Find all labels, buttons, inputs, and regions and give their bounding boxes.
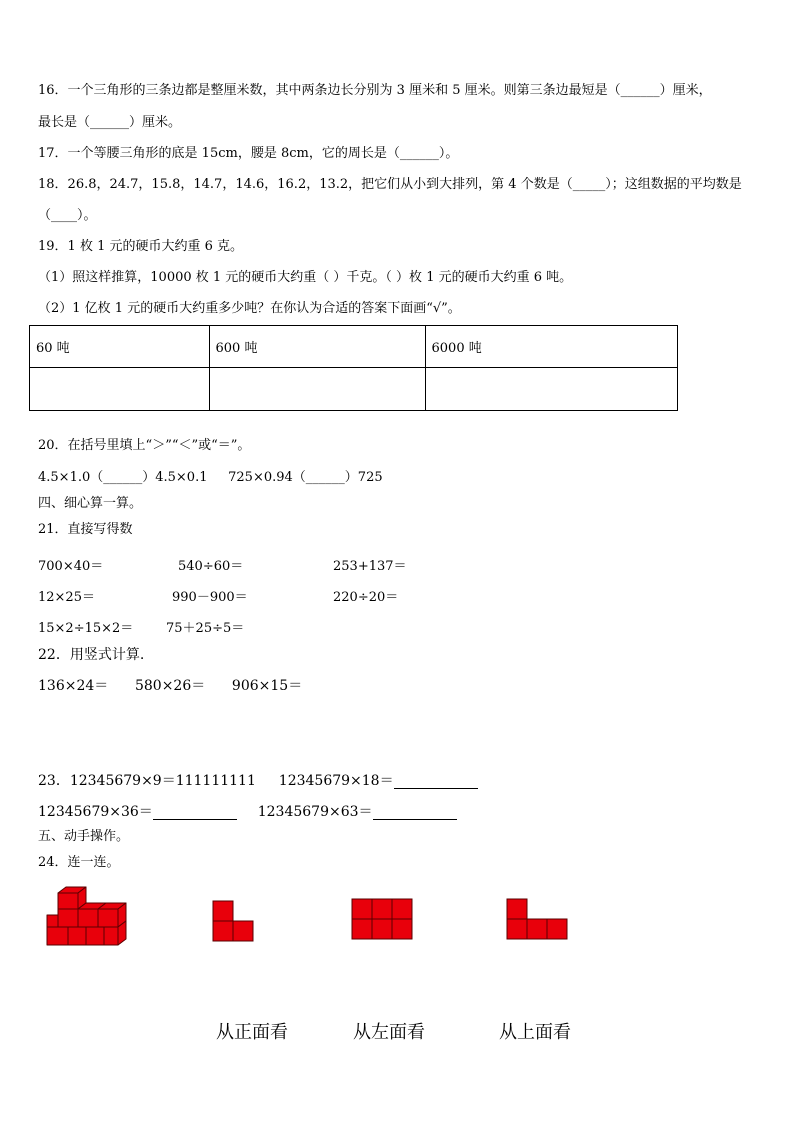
q22-stem: 22．用竖式计算. <box>38 647 145 663</box>
cube-solid-figure <box>44 885 128 949</box>
mark-cell-6000[interactable] <box>425 368 677 411</box>
q21-item: 15×2÷15×2＝ <box>38 621 134 636</box>
q21-stem: 21．直接写得数 <box>38 522 133 537</box>
view-label-front: 从正面看 <box>216 1022 288 1043</box>
answer-blank[interactable] <box>394 774 478 789</box>
q18-line2: （____）。 <box>38 208 97 223</box>
q16-line1: 16．一个三角形的三条边都是整厘米数，其中两条边长分别为 3 厘米和 5 厘米。则第三条边最短是（______）厘米， <box>38 83 712 98</box>
q20-items: 4.5×1.0（______）4.5×0.1 725×0.94（______）725 <box>38 470 383 485</box>
option-600: 600 吨 <box>209 326 425 368</box>
section-5-heading: 五、动手操作。 <box>38 829 130 844</box>
option-6000: 6000 吨 <box>425 326 677 368</box>
option-60: 60 吨 <box>30 326 210 368</box>
q19-part1: （1）照这样推算，10000 枚 1 元的硬币大约重（ ）千克。（ ）枚 1 元的硬币大约重 6 吨。 <box>38 270 573 285</box>
q21-item: 220÷20＝ <box>333 590 399 605</box>
view-label-top: 从上面看 <box>499 1022 571 1043</box>
q21-item: 12×25＝ <box>38 590 95 605</box>
mark-cell-60[interactable] <box>30 368 210 411</box>
q21-item: 253+137＝ <box>333 559 407 574</box>
q23-given: 23．12345679×9＝111111111 <box>38 773 256 789</box>
q21-item: 990－900＝ <box>172 590 248 605</box>
q19-answer-table <box>29 325 678 411</box>
q19-stem: 19．1 枚 1 元的硬币大约重 6 克。 <box>38 239 244 254</box>
q21-item: 75＋25÷5＝ <box>166 621 245 636</box>
q23-item-36: 12345679×36＝ <box>38 804 153 820</box>
q23-item-18: 12345679×18＝ <box>278 773 394 789</box>
answer-blank[interactable] <box>373 805 457 820</box>
q19-part2: （2）1 亿枚 1 元的硬币大约重多少吨？在你认为合适的答案下面画“√”。 <box>38 301 461 316</box>
mark-cell-600[interactable] <box>209 368 425 411</box>
q23-line2 <box>38 804 457 820</box>
view-grid-figure <box>351 898 413 940</box>
section-4-heading: 四、细心算一算。 <box>38 496 143 511</box>
q16-line2: 最长是（______）厘米。 <box>38 115 182 130</box>
q23-line1 <box>38 773 478 789</box>
q24-stem: 24．连一连。 <box>38 855 120 870</box>
view-label-left: 从左面看 <box>353 1022 425 1043</box>
q22-items: 136×24＝ 580×26＝ 906×15＝ <box>38 678 303 694</box>
answer-blank[interactable] <box>153 805 237 820</box>
view-step-figure <box>506 898 568 940</box>
q23-item-63: 12345679×63＝ <box>257 804 373 820</box>
q21-item: 540÷60＝ <box>178 559 244 574</box>
q17-text: 17．一个等腰三角形的底是 15cm，腰是 8cm，它的周长是（______）。 <box>38 146 459 161</box>
view-l-shape-figure <box>212 900 256 942</box>
q18-line1: 18．26.8，24.7，15.8，14.7，14.6，16.2，13.2，把它们从小到大排列，第 4 个数是（_____）；这组数据的平均数是 <box>38 177 742 192</box>
q20-stem: 20．在括号里填上“＞”“＜”或“＝”。 <box>38 438 251 453</box>
q21-item: 700×40＝ <box>38 559 104 574</box>
